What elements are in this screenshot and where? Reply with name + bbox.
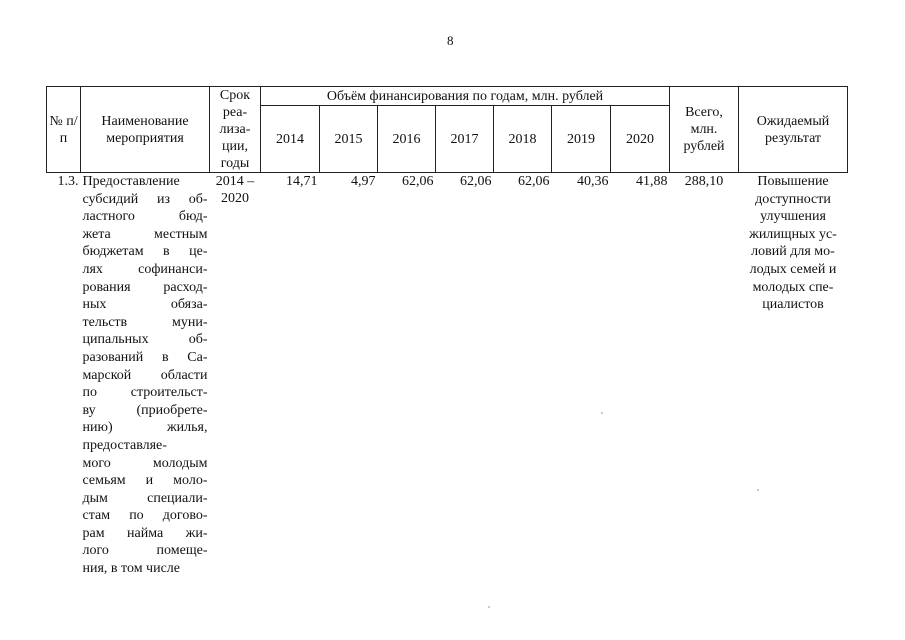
header-year: 2015 — [320, 106, 378, 173]
name-line: лях софинанси- — [82, 261, 208, 277]
name-line: тельств муни- — [82, 314, 208, 330]
value-cell: 4,97 — [351, 174, 376, 189]
name-line: стам по догово- — [82, 508, 208, 524]
header-result: Ожидаемый результат — [739, 87, 848, 173]
row-name — [81, 173, 210, 578]
header-financing: Объём финансирования по годам, млн. рублей — [261, 87, 670, 106]
financing-table — [46, 86, 848, 578]
scan-speck — [488, 606, 490, 608]
value-cell: 62,06 — [460, 174, 492, 189]
name-line: дым специали- — [82, 490, 208, 506]
name-line: бюджетам в це- — [82, 244, 208, 260]
header-name: Наименование мероприятия — [81, 87, 210, 173]
value-cell: 62,06 — [402, 174, 434, 189]
name-line: лого помеще- — [82, 543, 208, 559]
period-end: 2020 — [221, 191, 249, 206]
page-number: 8 — [447, 33, 454, 48]
header-total: Всего, млн. рублей — [670, 87, 739, 173]
name-line: предоставляе- — [82, 437, 167, 453]
value-cell: 40,36 — [577, 174, 609, 189]
name-line: мого молодым — [82, 455, 208, 471]
name-line: нию) жилья, — [82, 420, 208, 436]
scan-speck — [757, 489, 759, 491]
name-line: жета местным — [82, 226, 208, 242]
name-line: ластного бюд- — [82, 209, 208, 225]
name-line: по строительст- — [82, 385, 208, 401]
header-year: 2014 — [261, 106, 320, 173]
header-year: 2017 — [436, 106, 494, 173]
result-line: ловий для мо- — [751, 244, 835, 260]
header-num: № п/п — [47, 87, 81, 173]
row-result — [739, 173, 848, 578]
header-year: 2020 — [611, 106, 670, 173]
row-total: 288,10 — [684, 174, 724, 189]
name-line: разований в Са- — [82, 349, 208, 365]
name-line: ву (приобрете- — [82, 402, 208, 418]
result-line: улучшения — [760, 209, 826, 225]
row-period — [210, 173, 261, 578]
row-num: 1.3. — [57, 174, 79, 189]
table-row — [47, 173, 848, 578]
result-line: Повышение — [757, 174, 829, 189]
name-line: рования расход- — [82, 279, 208, 295]
result-line: лодых семей и — [749, 261, 837, 277]
name-line: семьям и моло- — [82, 473, 208, 489]
result-line: доступности — [755, 191, 831, 207]
result-line: молодых спе- — [752, 279, 834, 295]
name-line: Предоставление — [82, 174, 180, 189]
name-line: субсидий из об- — [82, 191, 208, 207]
period-start: 2014 – — [215, 174, 255, 189]
name-line: ных обяза- — [82, 297, 208, 313]
value-cell: 41,88 — [636, 174, 668, 189]
header-year: 2018 — [494, 106, 552, 173]
result-line: циалистов — [762, 297, 824, 313]
name-line: ния, в том числе — [82, 561, 181, 577]
name-line: ципальных об- — [82, 332, 208, 348]
scan-speck — [601, 412, 603, 414]
value-cell: 62,06 — [518, 174, 550, 189]
result-line: жилищных ус- — [749, 226, 837, 242]
header-year: 2019 — [552, 106, 611, 173]
header-period: Срок реа-лиза-ции, годы — [210, 87, 261, 173]
value-cell: 14,71 — [286, 174, 318, 189]
name-line: марской области — [82, 367, 208, 383]
header-year: 2016 — [378, 106, 436, 173]
name-line: рам найма жи- — [82, 525, 208, 541]
